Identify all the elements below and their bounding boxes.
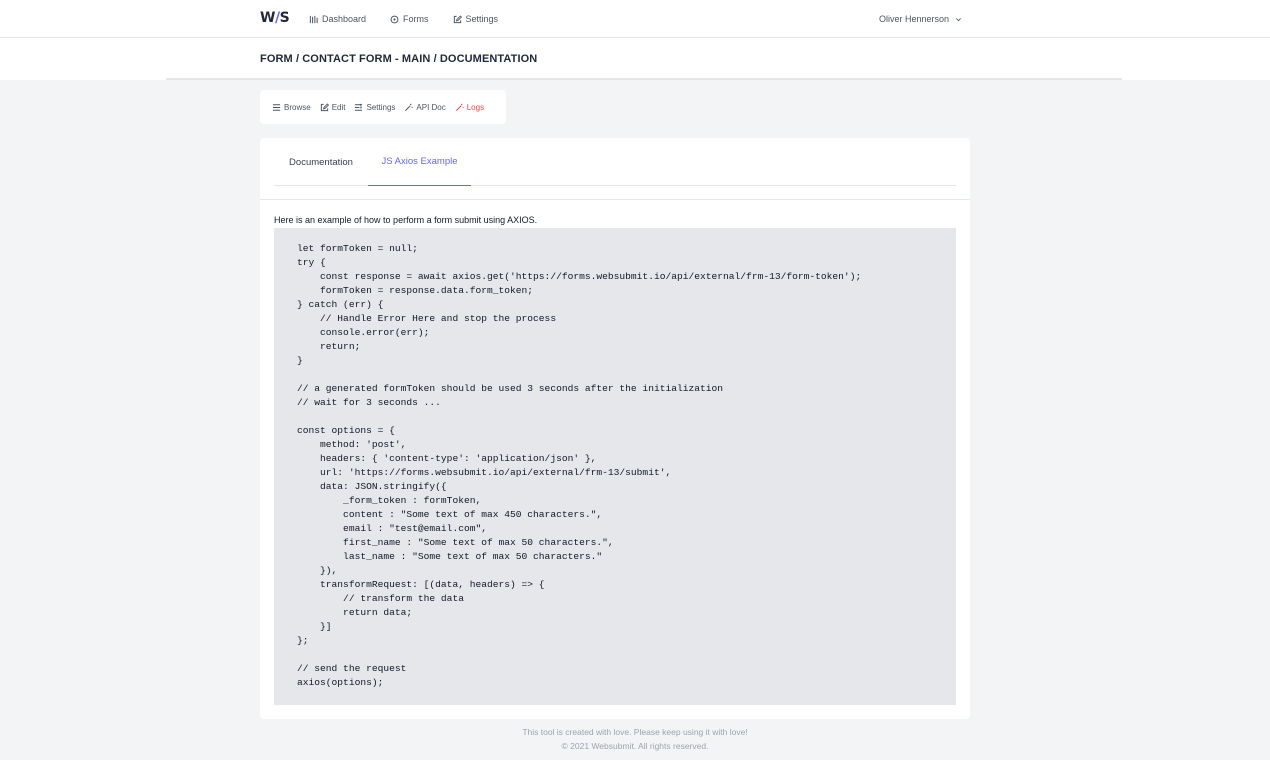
subnav-edit-label: Edit — [331, 102, 346, 112]
form-subnav — [260, 90, 506, 124]
logo-letter-w: W — [260, 10, 275, 26]
tab-documentation[interactable]: Documentation — [289, 156, 353, 168]
footer-copyright: © 2021 Websubmit. All rights reserved. — [561, 741, 709, 751]
nav-settings-label: Settings — [465, 14, 499, 24]
subnav-settings-label: Settings — [366, 102, 396, 112]
edit-icon — [453, 15, 462, 24]
user-name: Oliver Hennerson — [878, 14, 949, 24]
subnav-logs-label: Logs — [466, 102, 485, 112]
subnav-api-doc[interactable] — [404, 103, 445, 112]
subnav-edit[interactable] — [320, 103, 346, 112]
wand-icon — [455, 103, 464, 112]
subnav-logs[interactable] — [455, 103, 484, 112]
code-block — [274, 228, 956, 705]
nav-dashboard[interactable] — [309, 14, 366, 24]
nav-forms[interactable] — [390, 14, 429, 24]
footer-tagline: This tool is created with love. Please keep using it with love! — [522, 727, 748, 737]
subnav-api-doc-label: API Doc — [416, 102, 446, 112]
subnav-settings[interactable] — [354, 103, 395, 112]
main-nav — [309, 0, 498, 38]
subnav-browse[interactable] — [272, 103, 311, 112]
top-navbar — [0, 0, 1270, 38]
websubmit-logo[interactable] — [260, 10, 289, 26]
user-menu[interactable] — [879, 0, 962, 38]
nav-dashboard-label: Dashboard — [322, 14, 367, 24]
logo-letter-s: S — [279, 10, 290, 26]
header-divider — [166, 78, 1122, 80]
footer — [0, 725, 1270, 753]
bars-icon — [309, 15, 318, 24]
nav-settings[interactable] — [453, 14, 499, 24]
tab-js-axios-example[interactable]: JS Axios Example — [368, 138, 471, 186]
documentation-card — [260, 138, 970, 719]
card-divider — [260, 199, 970, 200]
nav-forms-label: Forms — [403, 14, 429, 24]
wand-icon — [404, 103, 413, 112]
logo-slash: / — [274, 10, 280, 26]
subnav-browse-label: Browse — [284, 102, 311, 112]
page-header — [0, 38, 1270, 80]
breadcrumb: FORM / CONTACT FORM - MAIN / DOCUMENTATION — [260, 53, 538, 65]
sliders-icon — [354, 103, 363, 112]
edit-icon — [320, 103, 329, 112]
chevron-down-icon — [955, 16, 962, 23]
intro-text: Here is an example of how to perform a form submit using AXIOS. — [274, 215, 538, 225]
code-snippet: let formToken = null; try { const response = await axios.get('https://forms.websubmit.io/api/external/frm-13/form-token'); formToken = response.data.form_token; } catch (err) { // Handle Error Here and stop the process console.error(err); return; } // a generated formToken should be used 3 seconds after the initialization // wait for 3 seconds ... const options = { method: 'post', headers: { 'content-type': 'application/json' }, url: 'https://forms.websubmit.io/api/external/frm-13/submit', data: JSON.stringify({ _form_token : formToken, content : "Some text of max 450 characters.", email : "test@email.com", first_name : "Some text of max 50 characters.", last_name : "Some text of max 50 characters." }), transformRequest: [(data, headers) => { // transform the data return data; }] }; // send the request axios(options); — [297, 243, 862, 688]
circle-icon — [390, 15, 399, 24]
list-icon — [272, 103, 281, 112]
doc-tabs — [274, 138, 956, 186]
